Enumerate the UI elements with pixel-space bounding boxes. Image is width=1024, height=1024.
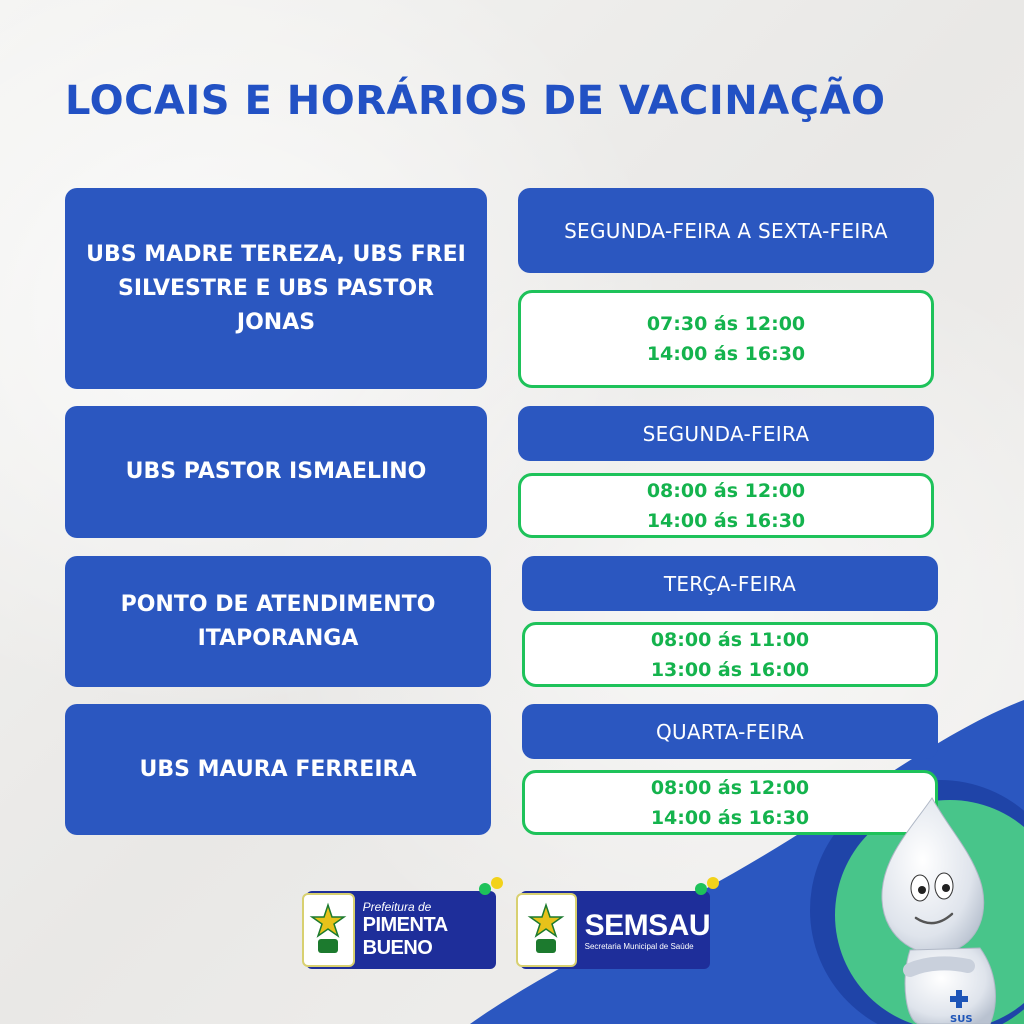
prefeitura-logo	[306, 891, 496, 969]
crest-icon	[302, 893, 355, 967]
day-label	[518, 406, 934, 461]
location-name: UBS PASTOR ISMAELINO	[125, 459, 427, 484]
location-name: UBS MADRE TEREZA, UBS FREI SILVESTRE E UBS PASTOR JONAS	[86, 241, 466, 335]
hours-line: 14:00 ás 16:30	[650, 806, 810, 829]
day-text: SEGUNDA-FEIRA A SEXTA-FEIRA	[564, 218, 888, 243]
hours-box	[518, 473, 934, 538]
location-card	[65, 556, 491, 687]
mascot-droplet-icon	[840, 790, 1024, 1024]
hours-line: 14:00 ás 16:30	[646, 343, 806, 365]
hours-line: 08:00 ás 12:00	[650, 776, 810, 799]
day-label	[518, 188, 934, 273]
hours-line: 07:30 ás 12:00	[646, 313, 806, 335]
location-name: PONTO DE ATENDIMENTO ITAPORANGA	[120, 591, 436, 651]
location-card	[65, 406, 487, 538]
day-text: QUARTA-FEIRA	[655, 719, 805, 744]
prefeitura-name-text: PIMENTA BUENO	[362, 914, 447, 959]
hours-line: 08:00 ás 11:00	[650, 628, 810, 651]
sus-badge: SUS	[950, 1014, 973, 1024]
dots-icon	[478, 876, 506, 898]
day-text: TERÇA-FEIRA	[663, 571, 797, 596]
semsau-sub-text: Secretaria Municipal de Saúde	[584, 941, 694, 951]
hours-line: 13:00 ás 16:00	[650, 658, 810, 681]
hours-line: 08:00 ás 12:00	[646, 479, 806, 502]
day-label	[522, 704, 938, 759]
semsau-logo	[520, 891, 710, 969]
hours-box	[522, 622, 938, 687]
day-text: SEGUNDA-FEIRA	[642, 421, 810, 446]
semsau-name-text: SEMSAU	[584, 908, 710, 942]
location-name: UBS MAURA FERREIRA	[139, 756, 417, 782]
hours-box	[518, 290, 934, 388]
location-card	[65, 704, 491, 835]
crest-icon	[516, 893, 577, 967]
hours-line: 14:00 ás 16:30	[646, 509, 806, 532]
prefeitura-small-text: Prefeitura de	[362, 900, 432, 914]
day-label	[522, 556, 938, 611]
location-card	[65, 188, 487, 389]
dots-icon	[694, 876, 722, 898]
page-title: LOCAIS E HORÁRIOS DE VACINAÇÃO	[65, 78, 886, 124]
